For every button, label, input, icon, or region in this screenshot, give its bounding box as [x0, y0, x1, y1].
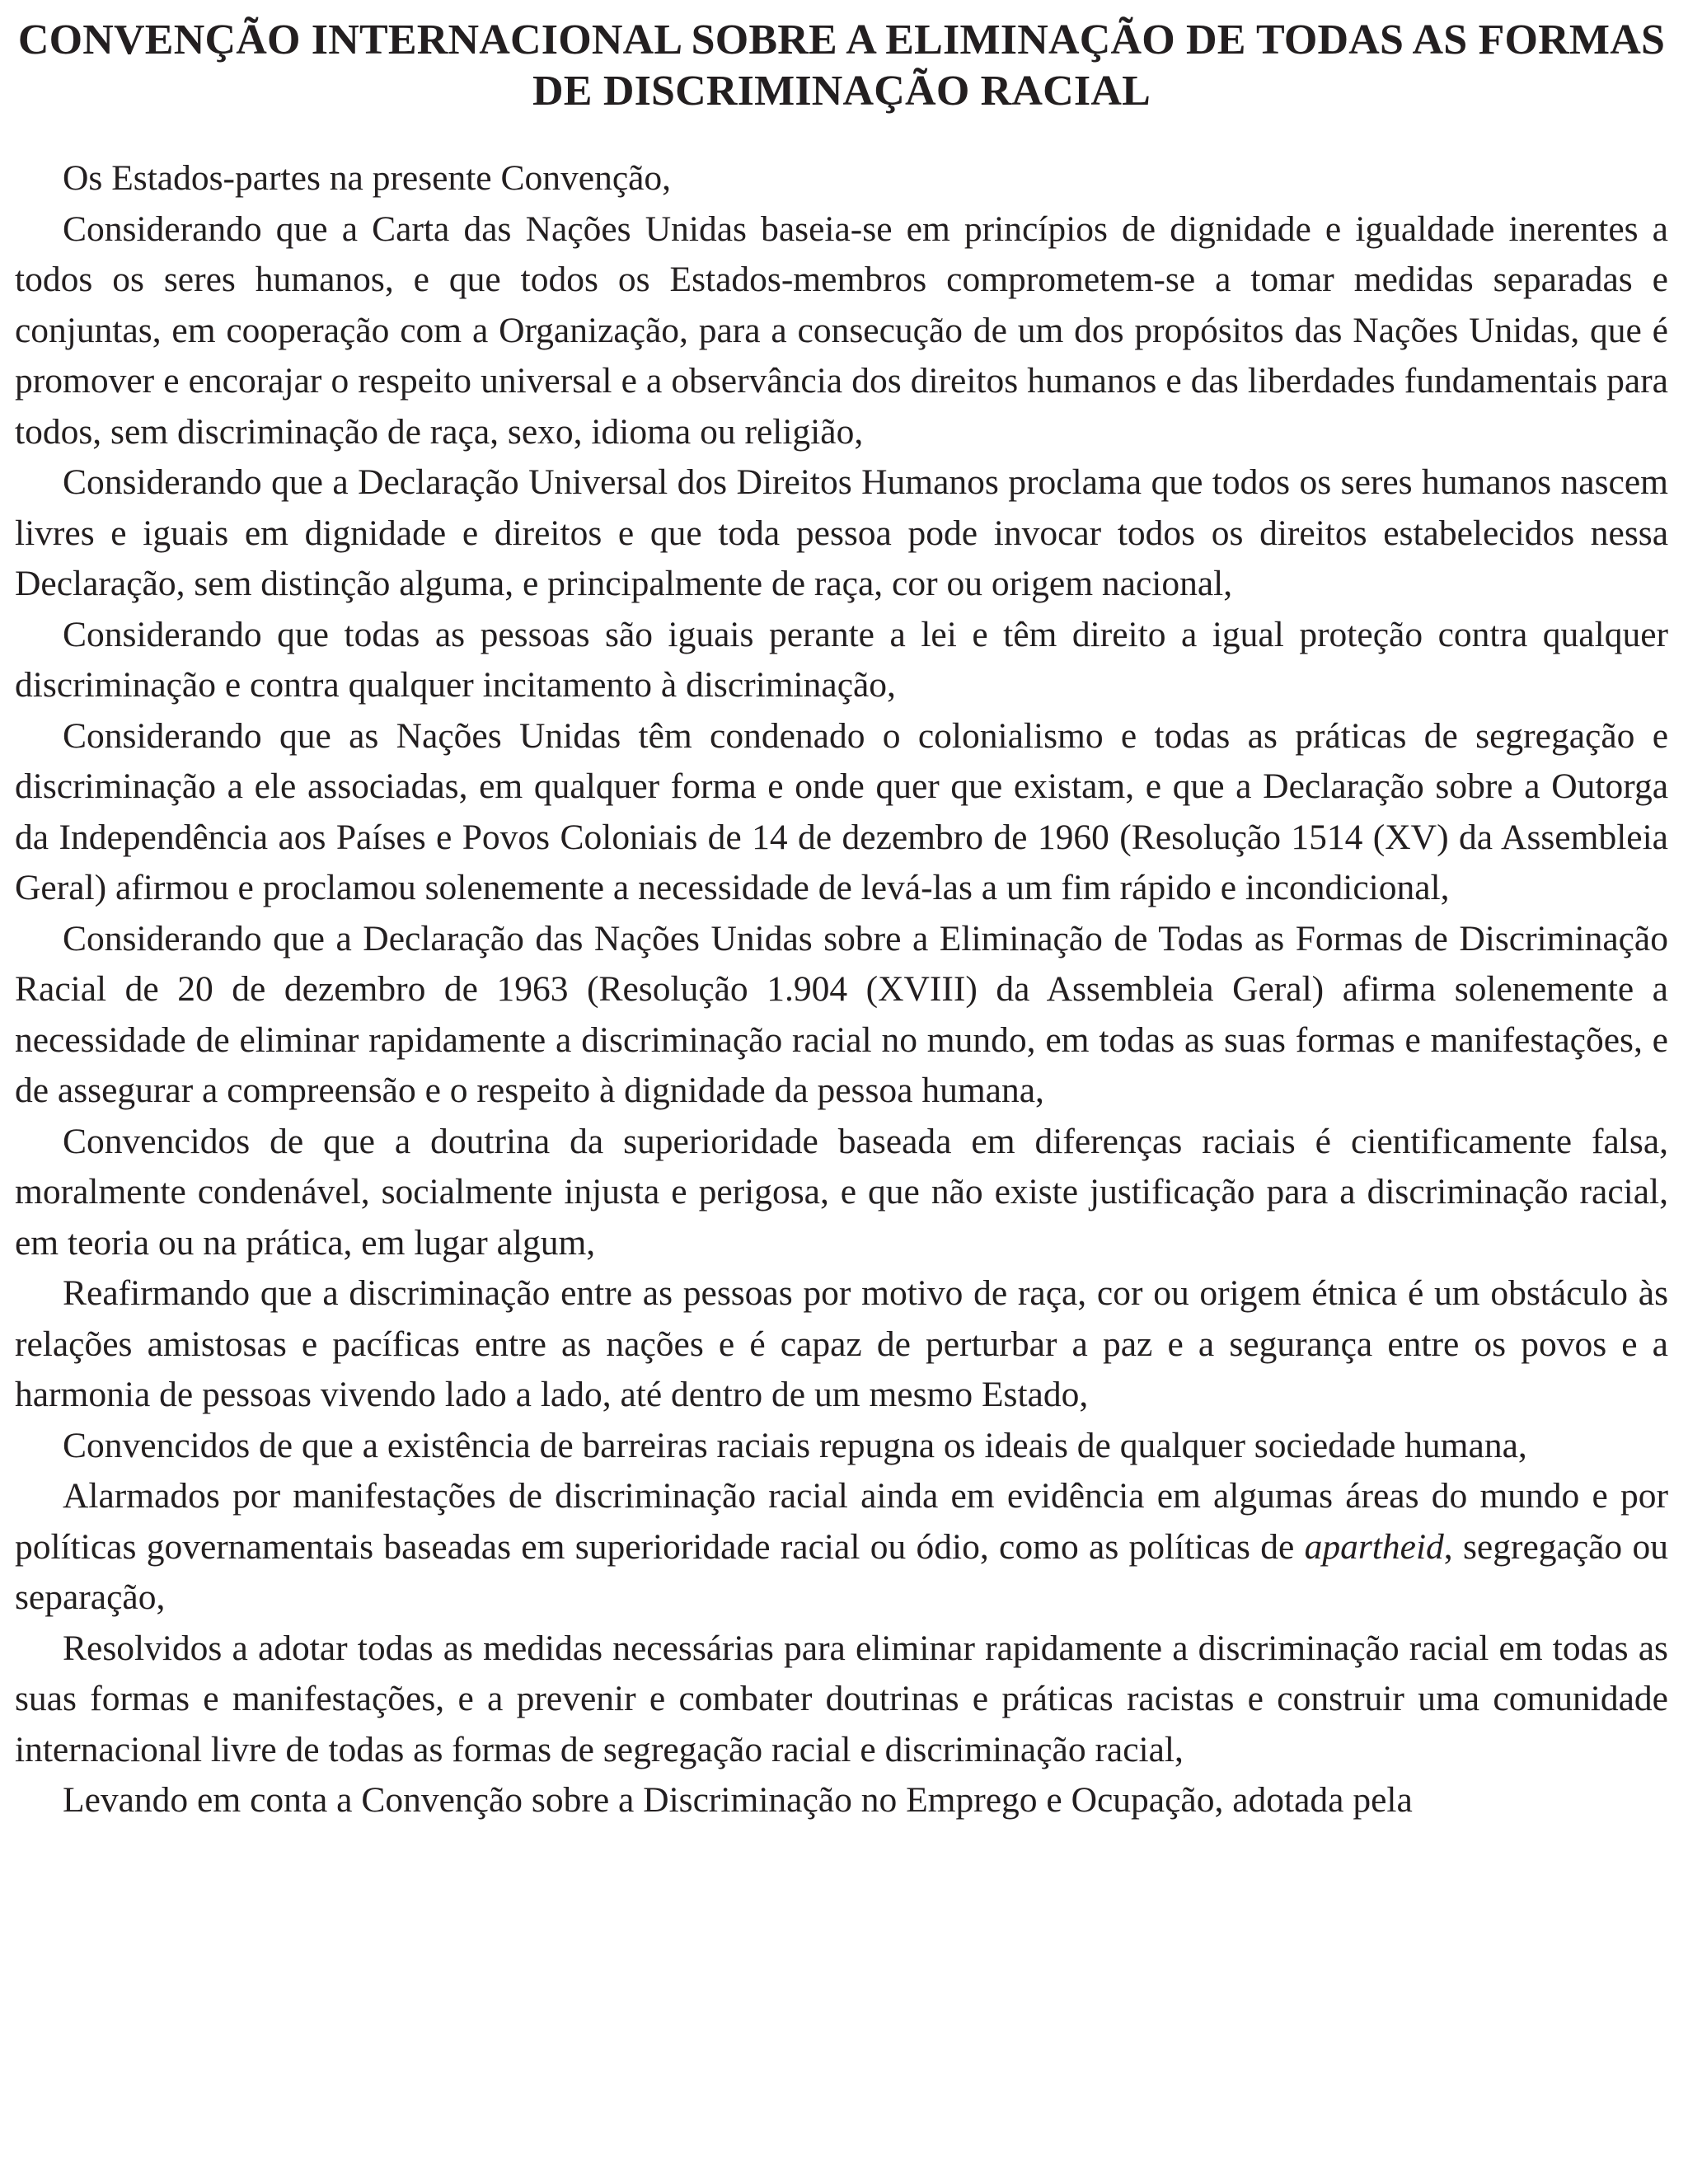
document-page	[15, 15, 1668, 2174]
paragraph-reaffirming: Reafirmando que a discriminação entre as pessoas por motivo de raça, cor ou origem étnica é um obstáculo às relações amistosas e pacíficas entre as nações e é capaz de perturbar a paz e a segurança entre os povos e a harmonia de pessoas vivendo lado a lado, até dentro de um mesmo Estado,	[15, 1273, 1668, 1414]
paragraph-employment-convention: Levando em conta a Convenção sobre a Discriminação no Emprego e Ocupação, adotada pela	[63, 1780, 1413, 1820]
paragraph-alarmed-italic: apartheid	[1304, 1526, 1444, 1567]
paragraph-colonialism: Considerando que as Nações Unidas têm condenado o colonialismo e todas as práticas de segregação e discriminação a ele associadas, em qualquer forma e onde quer que existam, e que a Declaração sobre a Outorga da Independência aos Países e Povos Coloniais de 14 de dezembro de 1960 (Resolução 1514 (XV) da Assembleia Geral) afirmou e proclamou solenemente a necessidade de levá-las a um fim rápido e incondicional,	[15, 715, 1668, 907]
paragraph-1963-declaration: Considerando que a Declaração das Nações Unidas sobre a Eliminação de Todas as Formas de Discriminação Racial de 20 de dezembro de 1963 (Resolução 1.904 (XVIII) da Assembleia Geral) afirma solenemente a necessidade de eliminar rapidamente a discriminação racial no mundo, em todas as suas formas e manifestações, e de assegurar a compreensão e o respeito à dignidade da pessoa humana,	[15, 918, 1668, 1110]
document-title: CONVENÇÃO INTERNACIONAL SOBRE A ELIMINAÇÃO DE TODAS AS FORMAS DE DISCRIMINAÇÃO RACIAL	[17, 16, 1666, 115]
paragraph-preamble-intro: Os Estados-partes na presente Convenção,	[63, 158, 672, 198]
paragraph-alarmed-before: Alarmados por manifestações de discriminação racial ainda em evidência em algumas áreas do mundo e por políticas governamentais baseadas em superioridade racial ou ódio, como as políticas de	[15, 1476, 1668, 1567]
paragraph-resolved: Resolvidos a adotar todas as medidas necessárias para eliminar rapidamente a discriminação racial em todas as suas formas e manifestações, e a prevenir e combater doutrinas e práticas racistas e construir uma comunidade internacional livre de todas as formas de segregação racial e discriminação racial,	[15, 1628, 1668, 1769]
paragraph-un-charter: Considerando que a Carta das Nações Unidas baseia-se em princípios de dignidade e igualdade inerentes a todos os seres humanos, e que todos os Estados-membros comprometem-se a tomar medidas separadas e conjuntas, em cooperação com a Organização, para a consecução de um dos propósitos das Nações Unidas, que é promover e encorajar o respeito universal e a observância dos direitos humanos e das liberdades fundamentais para todos, sem discriminação de raça, sexo, idioma ou religião,	[15, 209, 1668, 452]
paragraph-universal-declaration: Considerando que a Declaração Universal dos Direitos Humanos proclama que todos os seres humanos nascem livres e iguais em dignidade e direitos e que toda pessoa pode invocar todos os direitos estabelecidos nessa Declaração, sem distinção alguma, e principalmente de raça, cor ou origem nacional,	[15, 462, 1668, 603]
paragraph-alarmed	[15, 1471, 1668, 1624]
paragraph-equality-before-law: Considerando que todas as pessoas são iguais perante a lei e têm direito a igual proteção contra qualquer discriminação e contra qualquer incitamento à discriminação,	[15, 614, 1668, 705]
paragraph-racial-barriers: Convencidos de que a existência de barreiras raciais repugna os ideais de qualquer sociedade humana,	[63, 1425, 1527, 1465]
document-body	[15, 153, 1668, 1826]
paragraph-alarmed-after: , segregação ou separação,	[15, 1526, 1668, 1617]
paragraph-superiority-doctrine: Convencidos de que a doutrina da superioridade baseada em diferenças raciais é cientificamente falsa, moralmente condenável, socialmente injusta e perigosa, e que não existe justificação para a discriminação racial, em teoria ou na prática, em lugar algum,	[15, 1121, 1668, 1263]
